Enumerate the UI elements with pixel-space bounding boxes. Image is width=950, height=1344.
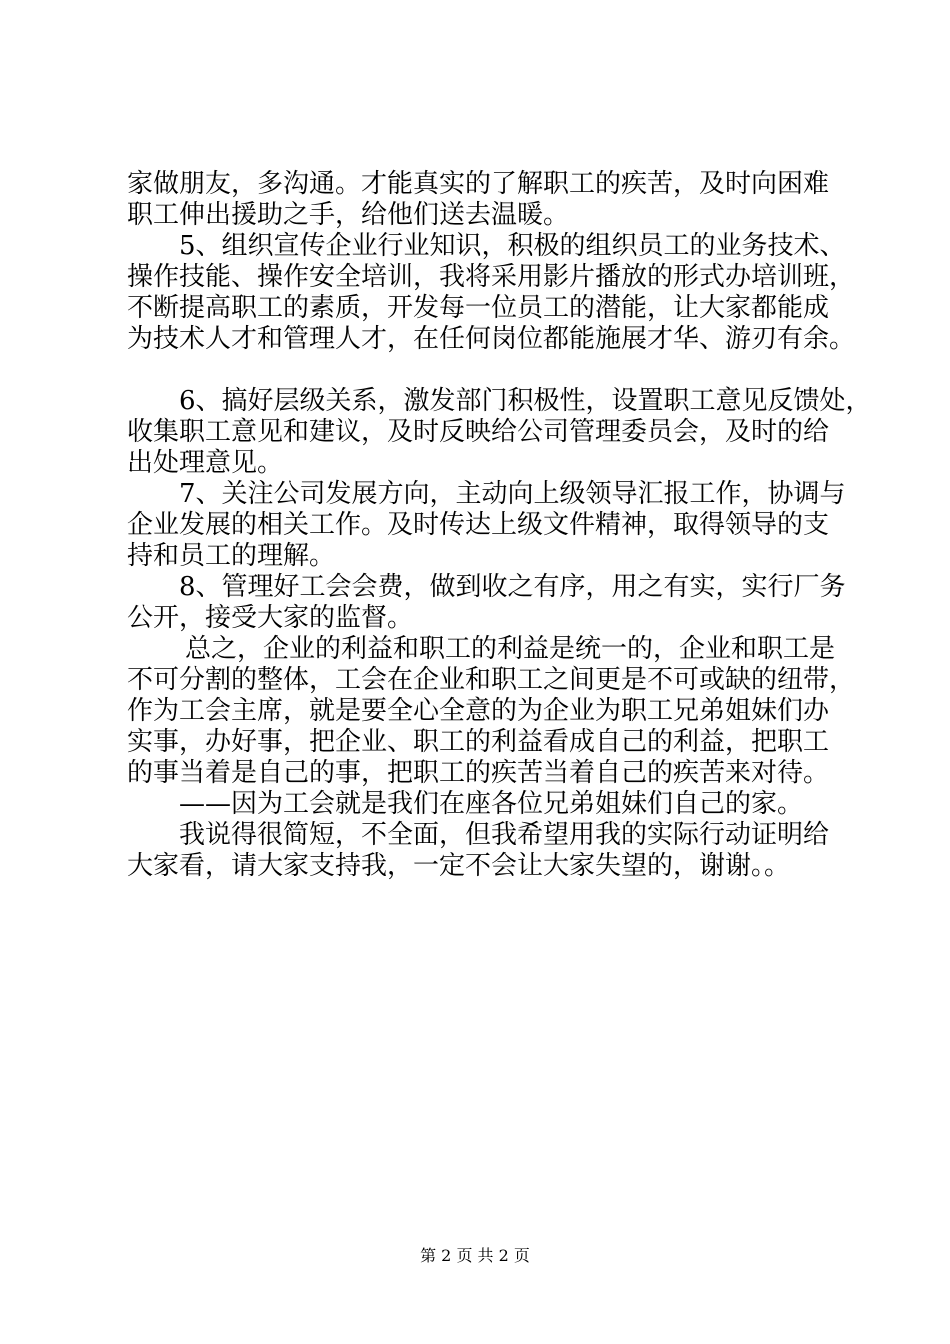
text-line: 7、关注公司发展方向，主动向上级领导汇报工作，协调与 xyxy=(179,479,846,509)
text-line: 6、搞好层级关系，激发部门积极性，设置职工意见反馈处， xyxy=(179,386,872,416)
text-line: 8、管理好工会会费，做到收之有序，用之有实，实行厂务 xyxy=(179,572,846,602)
text-line: 不断提高职工的素质，开发每一位员工的潜能，让大家都能成 xyxy=(127,293,830,323)
text-line: 我说得很简短，不全面，但我希望用我的实际行动证明给 xyxy=(179,820,830,850)
page-number-label: 第 2 页 共 2 页 xyxy=(420,1246,530,1265)
text-line: 持和员工的理解。 xyxy=(127,541,336,571)
text-line: 操作技能、操作安全培训，我将采用影片播放的形式办培训班， xyxy=(127,262,856,292)
text-line: 职工伸出援助之手，给他们送去温暖。 xyxy=(127,200,570,230)
text-line: 公开，接受大家的监督。 xyxy=(127,603,414,633)
document-body xyxy=(127,169,872,882)
text-line: 企业发展的相关工作。及时传达上级文件精神，取得领导的支 xyxy=(127,510,830,540)
text-line: 实事，办好事，把企业、职工的利益看成自己的利益，把职工 xyxy=(127,727,830,757)
text-line: ——因为工会就是我们在座各位兄弟姐妹们自己的家。 xyxy=(179,789,804,819)
paragraph-gap xyxy=(127,355,827,386)
text-line: 的事当着是自己的事，把职工的疾苦当着自己的疾苦来对待。 xyxy=(127,758,830,788)
text-line: 大家看，请大家支持我，一定不会让大家失望的，谢谢。。 xyxy=(127,851,791,881)
text-line: 作为工会主席，就是要全心全意的为企业为职工兄弟姐妹们办 xyxy=(127,696,830,726)
text-line: 出处理意见。 xyxy=(127,448,284,478)
text-line: 收集职工意见和建议，及时反映给公司管理委员会，及时的给 xyxy=(127,417,830,447)
text-line: 5、组织宣传企业行业知识，积极的组织员工的业务技术、 xyxy=(179,231,846,261)
text-line: 家做朋友，多沟通。才能真实的了解职工的疾苦，及时向困难 xyxy=(127,169,830,199)
page-footer xyxy=(0,1246,950,1266)
text-line: 为技术人才和管理人才，在任何岗位都能施展才华、游刃有余。 xyxy=(127,324,856,354)
text-line: 总之，企业的利益和职工的利益是统一的，企业和职工是 xyxy=(185,634,836,664)
text-line: 不可分割的整体，工会在企业和职工之间更是不可或缺的纽带， xyxy=(127,665,856,695)
